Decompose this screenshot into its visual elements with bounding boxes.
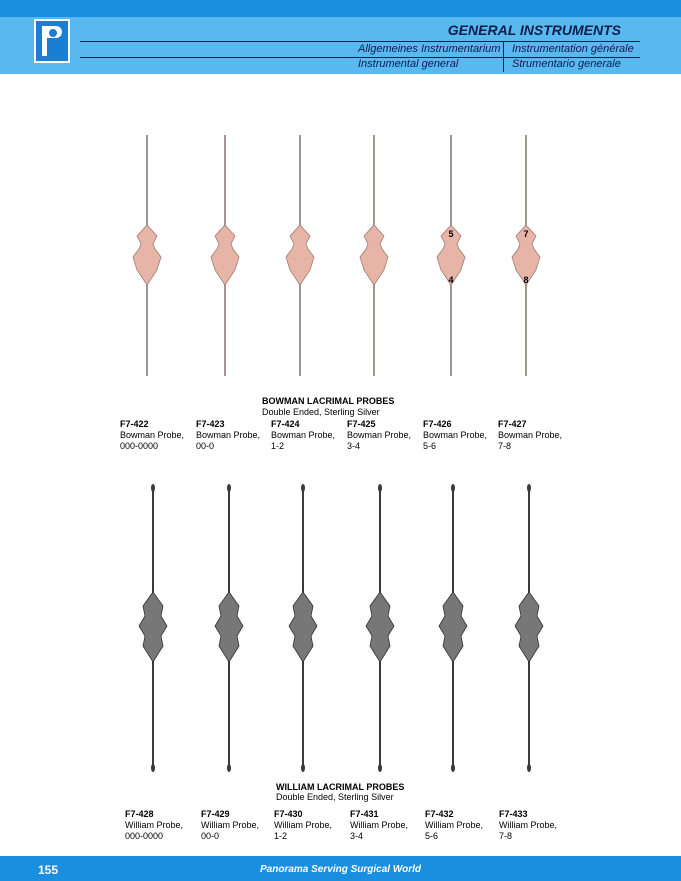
- product-name: William Probe,: [201, 820, 260, 830]
- product-name: William Probe,: [125, 820, 184, 830]
- product-item: [499, 809, 557, 842]
- product-size: 00-0: [196, 441, 215, 451]
- size-mark: 4: [448, 275, 454, 285]
- bowman-probe: [133, 135, 161, 376]
- william-probe: [289, 484, 317, 772]
- subtitle-es: Instrumental general: [358, 58, 459, 70]
- product-size: 000-0000: [120, 441, 159, 451]
- bowman-probe: [512, 135, 540, 376]
- product-size: 00-0: [201, 831, 220, 841]
- subtitle-it: Strumentario generale: [512, 58, 621, 70]
- product-name: Bowman Probe,: [347, 430, 412, 440]
- size-mark: 7: [523, 229, 529, 239]
- product-code: F7-431: [350, 809, 379, 819]
- product-name: William Probe,: [425, 820, 484, 830]
- product-item: [274, 809, 332, 842]
- product-item: [347, 419, 411, 452]
- product-size: 7-8: [498, 441, 512, 451]
- bowman-probe: [437, 135, 465, 376]
- size-mark: 8: [523, 275, 529, 285]
- product-name: Bowman Probe,: [423, 430, 488, 440]
- product-code: F7-433: [499, 809, 528, 819]
- product-size: 3-4: [347, 441, 361, 451]
- product-name: William Probe,: [499, 820, 558, 830]
- page-title: GENERAL INSTRUMENTS: [447, 22, 621, 38]
- bowman-probe: [286, 135, 314, 376]
- william-probe: [439, 484, 467, 772]
- product-name: Bowman Probe,: [271, 430, 336, 440]
- product-item: [425, 809, 483, 842]
- product-code: F7-424: [271, 419, 300, 429]
- product-item: [201, 809, 259, 842]
- product-code: F7-422: [120, 419, 149, 429]
- william-probe: [139, 484, 167, 772]
- product-item: [423, 419, 487, 452]
- product-item: [120, 419, 184, 452]
- bowman-title: BOWMAN LACRIMAL PROBES: [262, 396, 395, 406]
- page-number: 155: [38, 863, 59, 877]
- footer-slogan: Panorama Serving Surgical World: [260, 864, 421, 875]
- product-size: 5-6: [423, 441, 437, 451]
- product-code: F7-423: [196, 419, 225, 429]
- product-name: Bowman Probe,: [498, 430, 563, 440]
- product-code: F7-430: [274, 809, 303, 819]
- product-name: William Probe,: [350, 820, 409, 830]
- product-item: [125, 809, 183, 842]
- subtitle-de: Allgemeines Instrumentarium: [358, 43, 501, 55]
- bowman-probe: [211, 135, 239, 376]
- product-size: 000-0000: [125, 831, 164, 841]
- product-code: F7-426: [423, 419, 452, 429]
- william-subtitle: Double Ended, Sterling Silver: [276, 792, 394, 802]
- product-size: 1-2: [271, 441, 285, 451]
- size-mark: 5: [448, 229, 454, 239]
- product-code: F7-428: [125, 809, 154, 819]
- product-item: [498, 419, 562, 452]
- product-size: 3-4: [350, 831, 364, 841]
- bowman-probe: [360, 135, 388, 376]
- product-name: Bowman Probe,: [120, 430, 185, 440]
- product-size: 1-2: [274, 831, 288, 841]
- william-probe: [215, 484, 243, 772]
- william-title: WILLIAM LACRIMAL PROBES: [276, 782, 405, 792]
- william-probe: [515, 484, 543, 772]
- subtitle-fr: Instrumentation générale: [512, 43, 634, 55]
- product-name: Bowman Probe,: [196, 430, 261, 440]
- product-item: [271, 419, 335, 452]
- william-probe: [366, 484, 394, 772]
- product-code: F7-425: [347, 419, 376, 429]
- product-size: 7-8: [499, 831, 513, 841]
- product-size: 5-6: [425, 831, 439, 841]
- product-code: F7-432: [425, 809, 454, 819]
- product-item: [350, 809, 408, 842]
- product-code: F7-429: [201, 809, 230, 819]
- product-item: [196, 419, 260, 452]
- bowman-subtitle: Double Ended, Sterling Silver: [262, 407, 380, 417]
- product-code: F7-427: [498, 419, 527, 429]
- product-name: William Probe,: [274, 820, 333, 830]
